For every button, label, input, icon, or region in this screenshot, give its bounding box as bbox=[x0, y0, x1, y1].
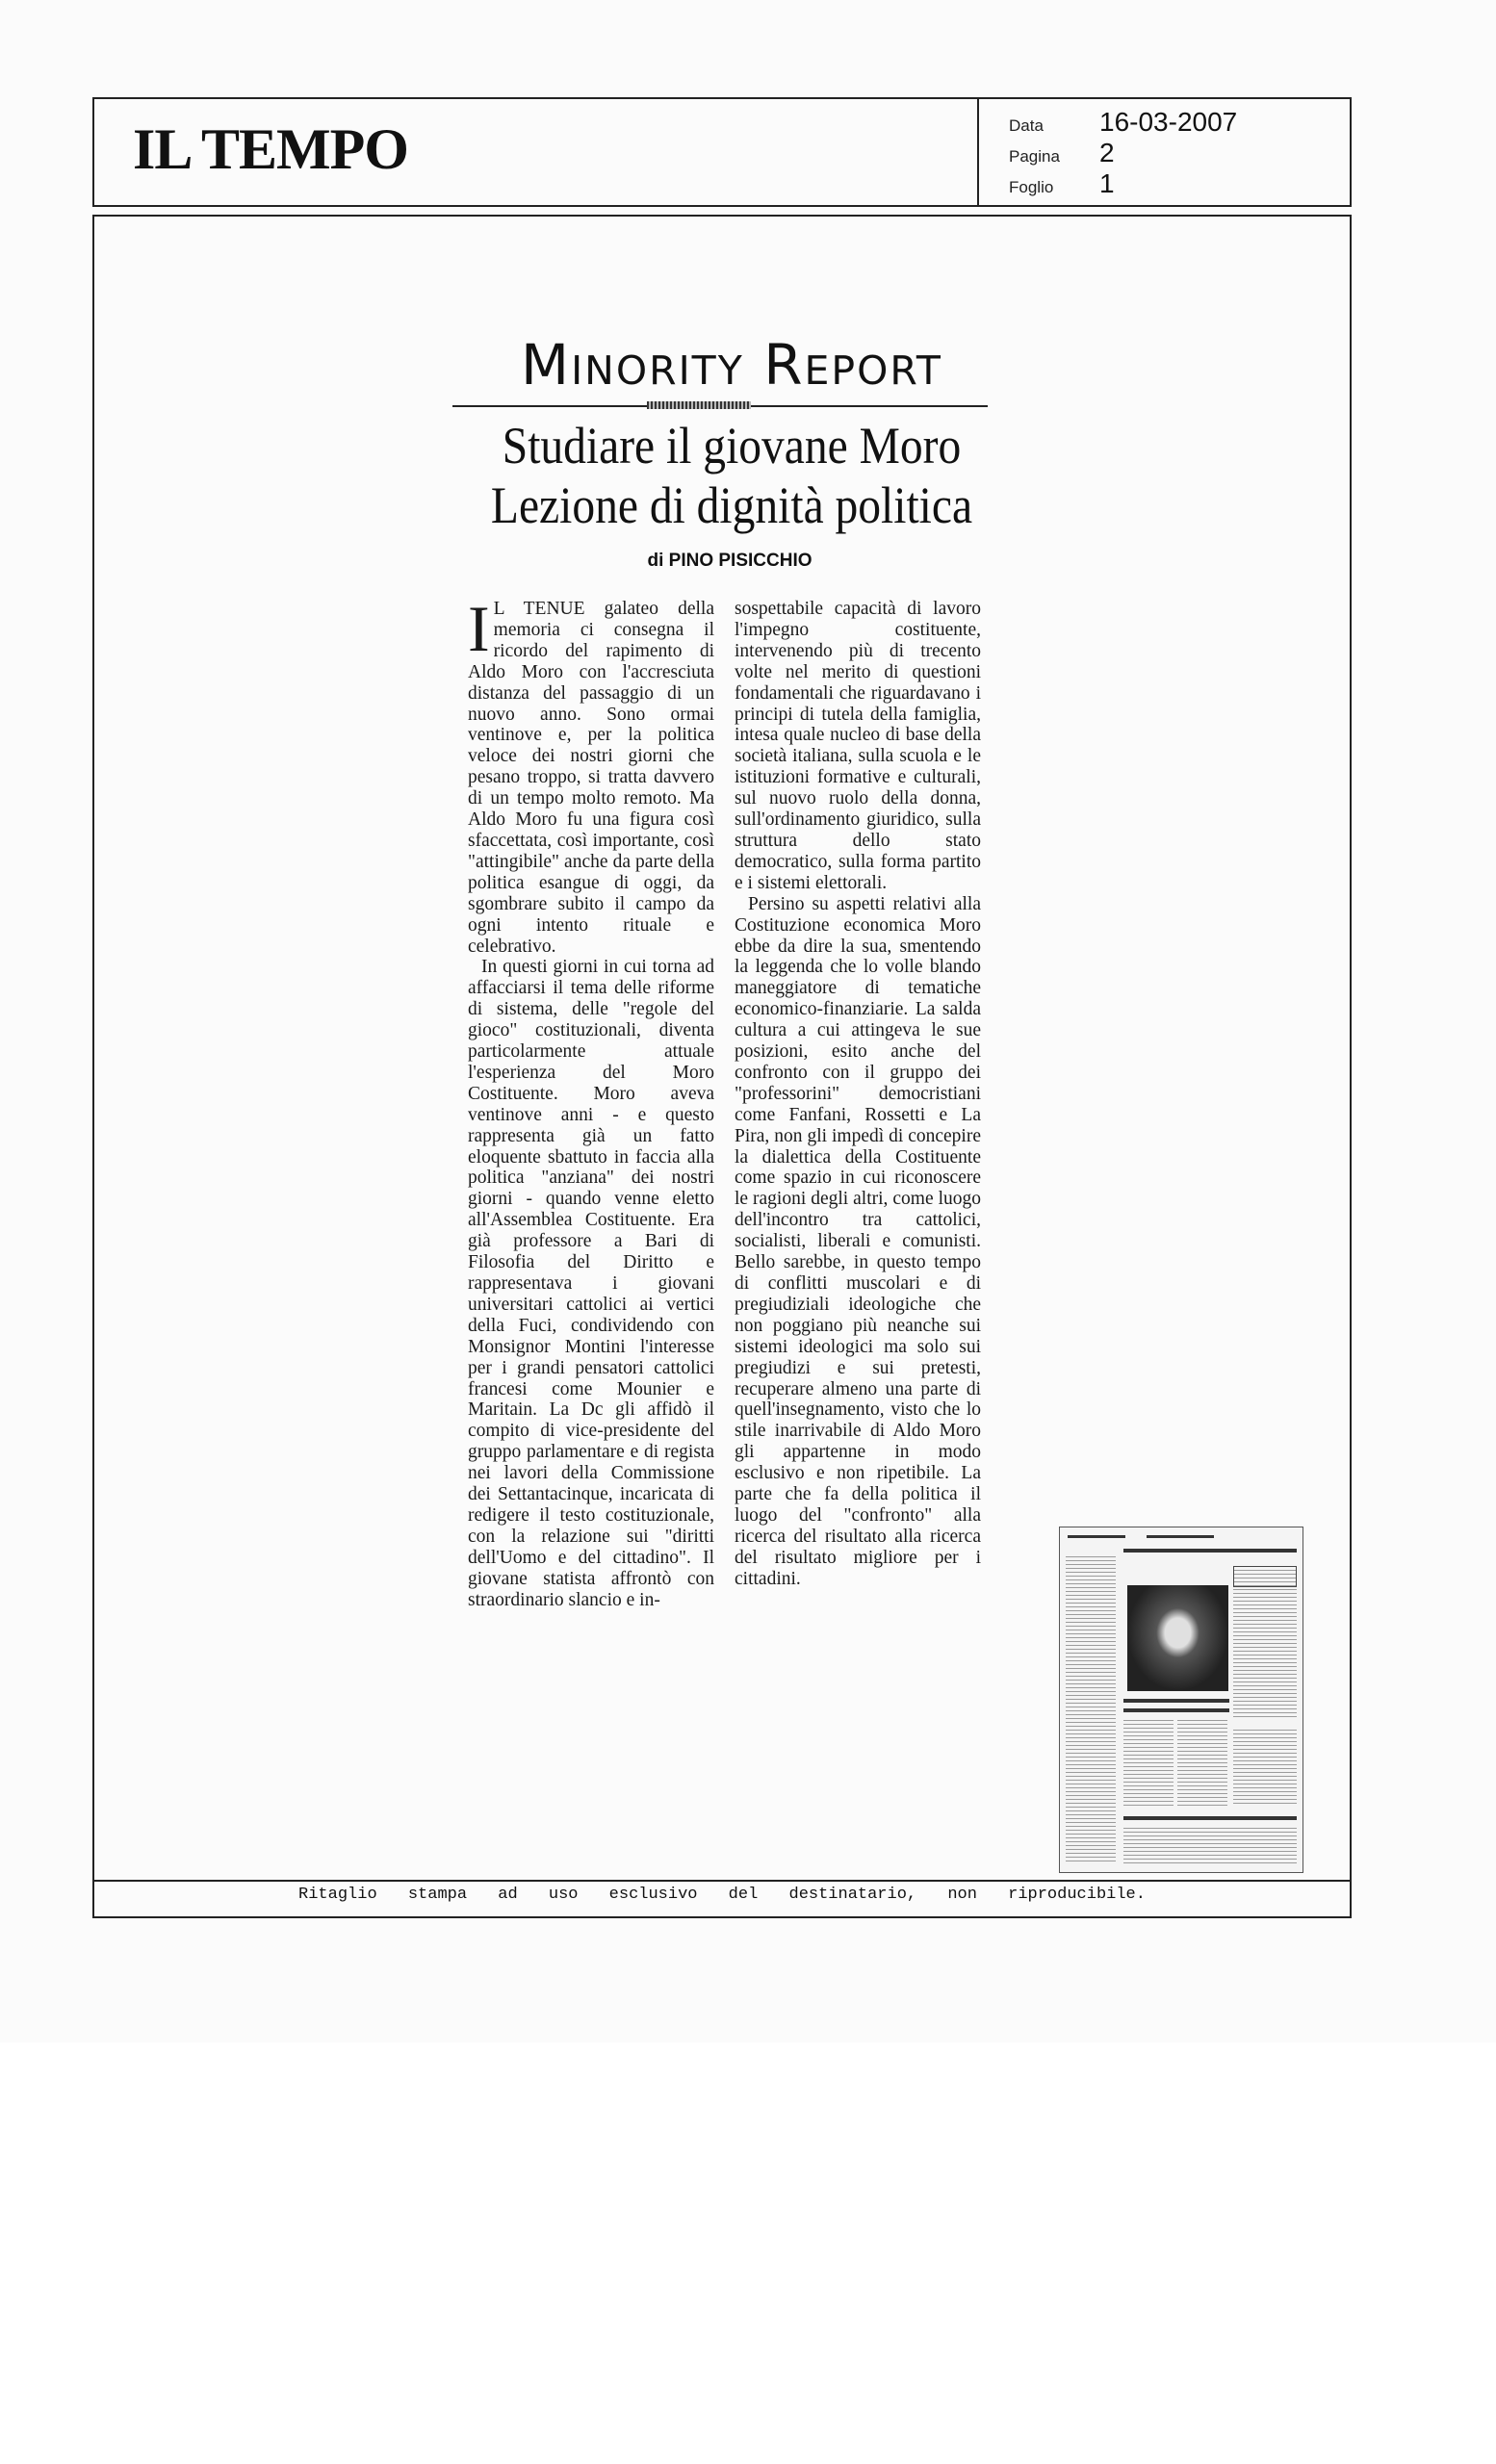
headline-line-2: Lezione di dignità politica bbox=[490, 476, 973, 534]
clipping-header bbox=[92, 97, 1352, 207]
headline-line-1: Studiare il giovane Moro bbox=[502, 417, 962, 475]
paragraph bbox=[468, 592, 714, 957]
sheet-label: Foglio bbox=[1009, 178, 1054, 196]
article-column-right bbox=[735, 599, 981, 1590]
article-column-left bbox=[468, 592, 714, 1611]
date-value: 16-03-2007 bbox=[1099, 107, 1238, 137]
paragraph: sospettabile capacità di lavoro l'impegno costituente, intervenendo più di trecento volte nel merito di questioni fondamentali che riguardavano i principi di tutela della famiglia, intesa quale nucleo di base della società italiana, sulla scuola e le istituzioni formative e culturali, sul nuovo ruolo della donna, sull'ordinamento giuridico, sulla struttura dello stato democratico, sulla forma partito e i sistemi elettorali. bbox=[735, 599, 981, 893]
article-headline bbox=[469, 416, 994, 535]
header-divider bbox=[977, 99, 979, 205]
meta-page bbox=[1009, 138, 1336, 168]
thumb-box bbox=[1233, 1566, 1297, 1587]
article-byline: di PINO PISICCHIO bbox=[647, 551, 812, 571]
page-value: 2 bbox=[1099, 138, 1115, 167]
paragraph: Persino su aspetti relativi alla Costituzione economica Moro ebbe da dire la sua, smentendo la leggenda che lo volle blando maneggiatore di tematiche economico-finanziarie. La salda cultura a cui attingeva le sue posizioni, esito anche del confronto con il gruppo dei "professorini" democristiani come Fanfani, Rossetti e La Pira, non gli impedì di concepire la dialettica della Costituente come spazio in cui riconoscere le ragioni degli altri, come luogo dell'incontro tra cattolici, socialisti, liberali e comunisti. Bello sarebbe, in questo tempo di conflitti muscolari e di pregiudiziali ideologiche che non poggiano più neanche sui sistemi ideologici ma solo sui pregiudizi e sui pretesti, recuperare almeno una parte di quell'insegnamento, visto che lo stile inarrivabile di Aldo Moro gli appartenne in modo esclusivo e non ripetibile. La parte che fa della politica il luogo del "confronto" alla ricerca del risultato alla ricerca del risultato migliore per i cittadini. bbox=[735, 893, 981, 1589]
sheet-value: 1 bbox=[1099, 168, 1115, 198]
thumb-text-column bbox=[1123, 1720, 1174, 1807]
thumb-text-column bbox=[1177, 1720, 1227, 1807]
thumb-text-column bbox=[1123, 1828, 1297, 1866]
newspaper-logo: IL TEMPO bbox=[133, 117, 408, 181]
thumb-photo bbox=[1127, 1585, 1228, 1691]
drop-cap: I bbox=[468, 592, 490, 665]
clipping-metadata bbox=[1009, 107, 1336, 199]
thumb-headline-mark bbox=[1123, 1699, 1229, 1703]
thumb-headline-mark bbox=[1123, 1549, 1297, 1553]
thumb-masthead-mark bbox=[1068, 1535, 1125, 1538]
thumb-headline-mark bbox=[1123, 1816, 1297, 1820]
page-thumbnail bbox=[1059, 1527, 1303, 1873]
paragraph-text: L TENUE galateo della memoria ci consegna il ricordo del rapimento di Aldo Moro con l'accresciuta distanza del passaggio di un nuovo anno. Sono ormai ventinove e, per la politica veloce dei nostri giorni che pesano troppo, si tratta davvero di un tempo molto remoto. Ma Aldo Moro fu una figura così sfaccettata, così importante, così "attingibile" anche da parte della politica esangue di oggi, da sgombrare subito il campo da ogni intento rituale e celebrativo. bbox=[468, 599, 714, 957]
page-label: Pagina bbox=[1009, 147, 1060, 166]
date-label: Data bbox=[1009, 116, 1044, 135]
meta-date bbox=[1009, 107, 1336, 138]
rubric-ornament bbox=[647, 401, 751, 409]
paragraph: In questi giorni in cui torna ad affacciarsi il tema delle riforme di sistema, delle "regole del gioco" costituzionali, diventa particolarmente attuale l'esperienza del Moro Costituente. Moro aveva ventinove anni - e questo rappresenta già un fatto eloquente sbattuto in faccia alla politica "anziana" dei nostri giorni - quando venne eletto all'Assemblea Costituente. Era già professore a Bari di Filosofia del Diritto e rappresentava i giovani universitari cattolici ai vertici della Fuci, condividendo con Monsignor Montini l'interesse per i grandi pensatori cattolici francesi come Mounier e Maritain. La Dc gli affidò il compito di vice-presidente del gruppo parlamentare e di regista nei lavori della Commissione dei Settantacinque, incaricata di redigere il testo costituzionale, con la relazione sui "diritti dell'Uomo e del cittadino". Il giovane statista affrontò con straordinario slancio e in- bbox=[468, 957, 714, 1610]
thumb-masthead-mark bbox=[1147, 1535, 1214, 1538]
thumb-headline-mark bbox=[1123, 1708, 1229, 1712]
thumb-text-column bbox=[1233, 1566, 1297, 1720]
article-rubric: Minority Report bbox=[521, 332, 942, 398]
meta-sheet bbox=[1009, 168, 1336, 199]
thumb-text-column bbox=[1233, 1730, 1297, 1807]
footer-notice: Ritaglio stampa ad uso esclusivo del destinatario, non riproducibile. bbox=[298, 1886, 1146, 1904]
thumb-text-column bbox=[1066, 1556, 1116, 1864]
footer-rule bbox=[92, 1880, 1352, 1882]
